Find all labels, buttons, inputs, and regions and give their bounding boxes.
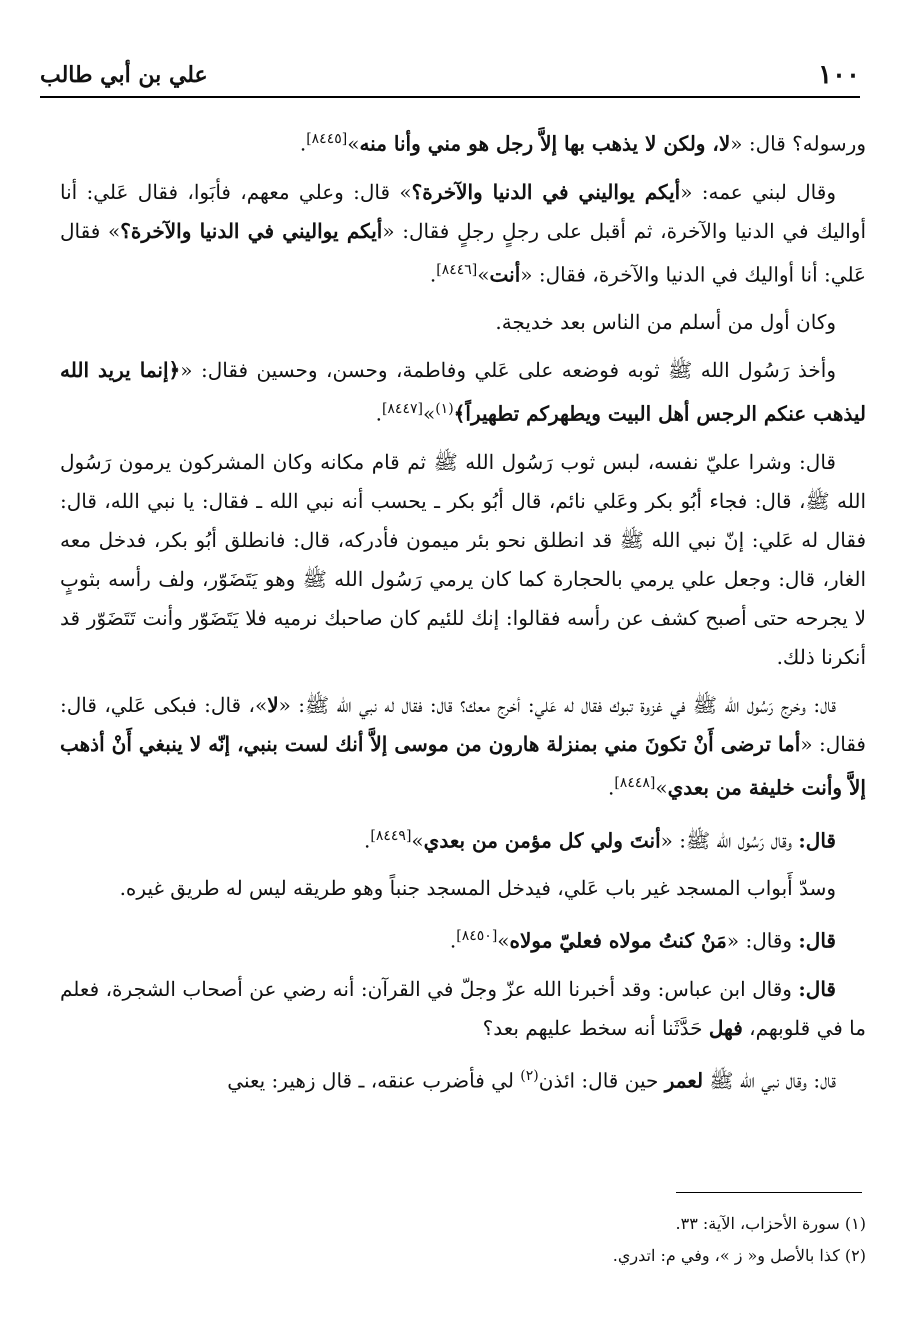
text-span: .: [429, 262, 437, 287]
text-span: »: [411, 828, 424, 853]
qala-label: قال:: [798, 828, 836, 853]
footnotes: [60, 1208, 866, 1272]
bold-quote: مَنْ كنتُ مولاه فعليّ مولاه: [509, 928, 727, 953]
text-span: »، قال: فبكى عَلي، قال: فقال: «: [60, 692, 866, 756]
bold-quote: أنت: [489, 262, 521, 287]
text-span: » قال: وعلي معهم، فأبَوا، فقال عَلي: أنا أواليك في الدنيا والآخرة، ثم أقبل على رجلٍ رجلٍ فقال: «: [60, 179, 867, 243]
text-span: »: [347, 131, 360, 156]
text-span: »: [655, 775, 668, 800]
text-span: .: [364, 828, 371, 853]
hadith-number: [٨٤٤٥]: [306, 131, 348, 147]
text-span: قال: وشرا عليّ نفسه، لبس ثوب رَسُول الله ﷺ ثم قام مكانه وكان المشركون يرمون رَسُول الله ﷺ، قال: فجاء أبُو بكر وعَلي نائم، قال أبُو بكر ـ يحسب أنه نبي الله ـ فقال: يا نبي الله، قال: فقال له عَلي: إنّ نبي الله ﷺ قد انطلق نحو بئر ميمون فأدركه، قال: فانطلق أبُو بكر، فدخل معه الغار، قال: وجعل علي يرمي بالحجارة كما كان يرمي رَسُول الله ﷺ وهو يَتَضَوّر، ولف رأسه بثوبٍ لا يجرحه حتى أصبح كشف عن رأسه فقالوا: إنك للئيم كان صاحبك نرميه فلا يَتَضَوّر وأنت تَتَضَوّر قد أنكرنا ذلك.: [60, 449, 866, 669]
paragraph: [60, 443, 866, 677]
text-span: .: [449, 928, 457, 953]
paragraph: [60, 817, 866, 861]
text-span: وقال: «: [726, 928, 799, 953]
text-span: » فقال عَلي: أنا أواليك في الدنيا والآخرة، فقال: «: [60, 218, 866, 287]
bold-quote: ﴿إنما يريد الله ليذهب عنكم الرجس أهل البيت ويطهركم تطهيراً﴾: [60, 358, 866, 426]
bold-word: لعمر: [664, 1068, 704, 1093]
paragraph: [60, 303, 866, 342]
text-span: .: [607, 775, 615, 800]
paragraph: [60, 120, 866, 164]
bold-quote: أيكم يواليني في الدنيا والآخرة؟: [120, 218, 383, 243]
paragraph: [60, 869, 866, 908]
hadith-number: [٨٤٤٩]: [370, 827, 412, 844]
text-span: حَدَّثَنا أنه سخط عليهم بعد؟: [482, 1015, 709, 1040]
hadith-number: [٨٤٤٨]: [614, 774, 656, 791]
hadith-number: [٨٤٤٧]: [381, 401, 423, 418]
text-span: .: [375, 401, 382, 426]
footnote-marker: (٢): [520, 1067, 539, 1084]
paragraph: [60, 173, 866, 295]
bold-quote: لا، ولكن لا يذهب بها إلاَّ رجل هو مني وأنا منه: [359, 131, 731, 156]
paragraph: [60, 351, 866, 434]
text-span: وقال لبني عمه: «: [680, 179, 836, 204]
text-span: .: [299, 131, 307, 156]
footnote-2: (٢) كذا بالأصل و« ز »، وفي م: اتدري.: [612, 1246, 866, 1265]
text-span: قال: وخرج رَسُول الله ﷺ في غزوة تبوك فقال له عَلي: أخرج معك؟ قال: فقال له نبي الله ﷺ: «: [278, 692, 836, 717]
text-span: وأخذ رَسُول الله ﷺ ثوبه فوضعه على عَلي وفاطمة، وحسن، وحسين فقال: «: [180, 358, 836, 383]
text-span: »: [477, 262, 490, 287]
text-span: قال: وقال نبي الله ﷺ: [703, 1068, 836, 1093]
bold-quote: لا: [267, 692, 279, 717]
paragraph: [60, 970, 866, 1048]
qala-label: قال:: [798, 976, 836, 1001]
text-span: وكان أول من أسلم من الناس بعد خديجة.: [495, 310, 836, 335]
text-span: »: [497, 928, 510, 953]
text-span: لي فأضرب عنقه، ـ قال زهير: يعني: [227, 1068, 521, 1093]
bold-quote: أيكم يواليني في الدنيا والآخرة؟: [411, 179, 681, 204]
main-text: [60, 120, 866, 1110]
bold-quote: أما ترضى أَنْ تكونَ مني بمنزلة هارون من موسى إلاَّ أنك لست بنبي، إنّه لا ينبغي أَنْ أذهب إلاَّ وأنت خليفة من بعدي: [60, 731, 866, 800]
text-span: وسدّ أَبواب المسجد غير باب عَلي، فيدخل المسجد جنباً وهو طريقه ليس له طريق غيره.: [119, 876, 836, 901]
text-span: »: [422, 401, 436, 426]
running-title: علي بن أبي طالب: [40, 62, 208, 88]
bold-quote: أنتَ ولي كل مؤمن من بعدي: [423, 828, 661, 853]
footnote-divider: [676, 1192, 862, 1193]
paragraph: [60, 917, 866, 961]
footnote-1: (١) سورة الأحزاب، الآية: ٣٣.: [675, 1214, 866, 1233]
paragraph: [60, 1057, 866, 1101]
page-header: [40, 58, 860, 98]
hadith-number: [٨٤٥٠]: [456, 928, 498, 945]
page-number: ١٠٠: [818, 60, 860, 90]
qala-label: قال:: [798, 928, 836, 953]
footnote-marker: (١): [435, 401, 454, 418]
text-span: وقال ابن عباس: وقد أخبرنا الله عزّ وجلّ في القرآن: أنه رضي عن أصحاب الشجرة، فعلم ما في قلوبهم،: [60, 976, 866, 1040]
text-span: حين قال: ائذن: [538, 1068, 665, 1093]
text-span: وقال رَسُول الله ﷺ: «: [660, 828, 799, 853]
text-span: ورسوله؟ قال: «: [730, 131, 866, 156]
bold-word: فهل: [708, 1015, 743, 1040]
paragraph: [60, 686, 866, 808]
hadith-number: [٨٤٤٦]: [436, 261, 478, 278]
